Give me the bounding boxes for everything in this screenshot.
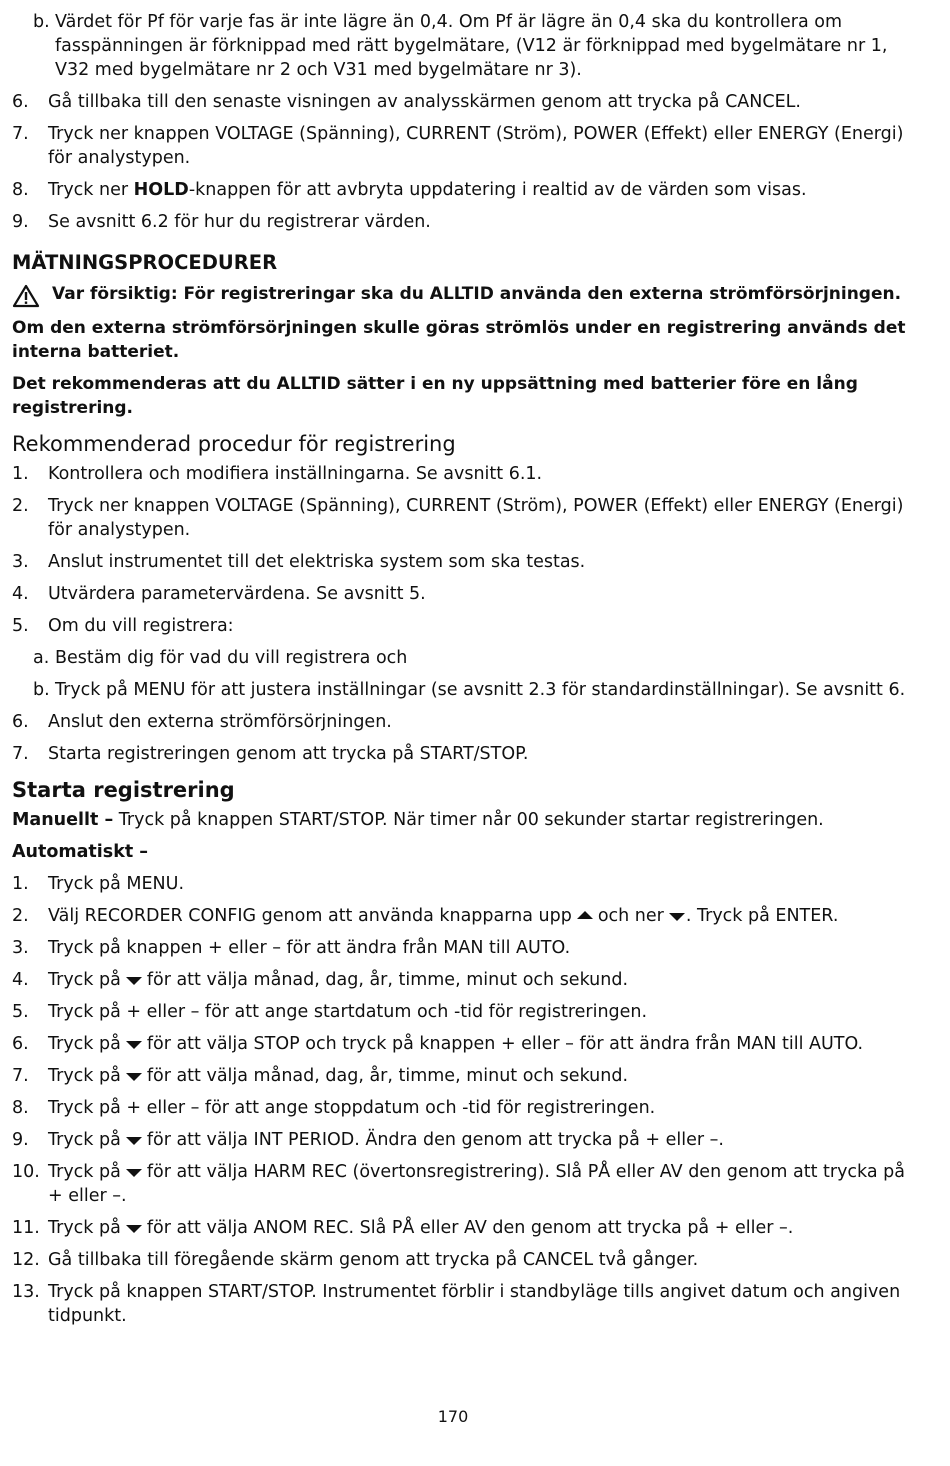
list-item (12, 90, 912, 114)
item-text: Starta registreringen genom att trycka på START/STOP. (48, 744, 529, 764)
item-text-part: för att välja månad, dag, år, timme, minut och sekund. (146, 970, 629, 990)
item-text (48, 1064, 912, 1088)
up-arrow-icon (576, 910, 594, 922)
list-item (12, 1032, 912, 1056)
list-item (12, 178, 912, 202)
manual-text: Tryck på knappen START/STOP. När timer når 00 sekunder startar registreringen. (113, 810, 824, 830)
item-number: 6. (12, 1034, 29, 1054)
item-text (48, 968, 912, 992)
list-item (12, 1096, 912, 1120)
item-text: Utvärdera parametervärdena. Se avsnitt 5. (48, 584, 426, 604)
item-text-part: och ner (597, 906, 664, 926)
item-number: b. (33, 680, 50, 700)
section-heading: MÄTNINGSPROCEDURER (12, 251, 278, 274)
item-number: 8. (12, 180, 29, 200)
sub-list-item (12, 646, 912, 670)
list-item (12, 1280, 912, 1328)
item-text: Tryck på knappen + eller – för att ändra från MAN till AUTO. (48, 938, 571, 958)
item-number: a. (33, 648, 50, 668)
list-item (12, 742, 912, 766)
item-text-part: Tryck på (48, 1034, 121, 1054)
item-text: Kontrollera och modifiera inställningarna. Se avsnitt 6.1. (48, 464, 543, 484)
item-text: Se avsnitt 6.2 för hur du registrerar värden. (48, 212, 431, 232)
item-number: 7. (12, 744, 29, 764)
item-number: 3. (12, 938, 29, 958)
item-text-part: Tryck på (48, 1218, 121, 1238)
down-arrow-icon (125, 1070, 143, 1082)
item-text: Anslut den externa strömförsörjningen. (48, 712, 392, 732)
item-text-part: -knappen för att avbryta uppdatering i realtid av de värden som visas. (188, 180, 807, 200)
item-number: 5. (12, 1002, 29, 1022)
manual-label: Manuellt – (12, 810, 114, 830)
paragraph (12, 840, 912, 864)
item-text: Värdet för Pf för varje fas är inte lägre än 0,4. Om Pf är lägre än 0,4 ska du kontrollera om fasspänningen är förknippad med rätt bygelmätare, (V12 är förknippad med bygelmätare nr 1, V32 med bygelmätare nr 2 och V31 med bygelmätare nr 3). (55, 12, 888, 80)
down-arrow-icon (125, 1038, 143, 1050)
paragraph (12, 808, 912, 832)
item-text-part: Tryck ner (48, 180, 134, 200)
item-number: 3. (12, 552, 29, 572)
item-text: Tryck ner knappen VOLTAGE (Spänning), CURRENT (Ström), POWER (Effekt) eller ENERGY (Energi) för analystypen. (48, 124, 904, 168)
item-text-part: Tryck på (48, 1066, 121, 1086)
item-text: Tryck på + eller – för att ange startdatum och -tid för registreringen. (48, 1002, 648, 1022)
item-text-part: Tryck på (48, 1162, 121, 1182)
warning-triangle-icon (12, 284, 40, 308)
item-text: Tryck på MENU. (48, 874, 185, 894)
item-text-part: . Tryck på ENTER. (685, 906, 839, 926)
list-item (12, 1000, 912, 1024)
item-text-part: Tryck på (48, 1130, 121, 1150)
list-item (12, 210, 912, 234)
list-item (12, 1128, 912, 1152)
item-text: Anslut instrumentet till det elektriska system som ska testas. (48, 552, 586, 572)
item-text (48, 904, 912, 928)
item-text-part: för att välja månad, dag, år, timme, minut och sekund. (146, 1066, 629, 1086)
list-item (12, 10, 912, 82)
list-item (12, 1064, 912, 1088)
list-item (12, 550, 912, 574)
list-item (12, 710, 912, 734)
item-number: 4. (12, 584, 29, 604)
item-number: 2. (12, 906, 29, 926)
item-number: 9. (12, 212, 29, 232)
item-text: Tryck ner knappen VOLTAGE (Spänning), CURRENT (Ström), POWER (Effekt) eller ENERGY (Energi) för analystypen. (48, 496, 904, 540)
item-number: b. (33, 12, 50, 32)
item-text: Om du vill registrera: (48, 616, 234, 636)
item-text-part: för att välja HARM REC (övertonsregistrering). Slå PÅ eller AV den genom att trycka på + eller –. (48, 1162, 905, 1206)
item-number: 12. (12, 1250, 40, 1270)
list-item (12, 1160, 912, 1208)
list-item (12, 582, 912, 606)
paragraph: Om den externa strömförsörjningen skulle göras strömlös under en registrering används det interna batteriet. (12, 318, 906, 362)
item-number: 10. (12, 1162, 40, 1182)
item-text-part: Välj RECORDER CONFIG genom att använda knapparna upp (48, 906, 572, 926)
section-heading: Rekommenderad procedur för registrering (12, 432, 456, 456)
down-arrow-icon (125, 1134, 143, 1146)
item-text: Tryck på + eller – för att ange stoppdatum och -tid för registreringen. (48, 1098, 656, 1118)
item-text: Tryck på knappen START/STOP. Instrumentet förblir i standbyläge tills angivet datum och angiven tidpunkt. (48, 1282, 901, 1326)
item-text: Gå tillbaka till föregående skärm genom att trycka på CANCEL två gånger. (48, 1250, 699, 1270)
down-arrow-icon (125, 1222, 143, 1234)
item-text-part: Tryck på (48, 970, 121, 990)
sub-list-item (12, 678, 912, 702)
manual-page (12, 10, 912, 1336)
item-text (48, 1032, 912, 1056)
list-item (12, 936, 912, 960)
item-number: 5. (12, 616, 29, 636)
item-text (48, 178, 912, 202)
list-item (12, 872, 912, 896)
item-number: 7. (12, 124, 29, 144)
item-number: 6. (12, 712, 29, 732)
list-item (12, 968, 912, 992)
item-number: 2. (12, 496, 29, 516)
item-number: 1. (12, 464, 29, 484)
warning-text: Var försiktig: För registreringar ska du ALLTID använda den externa strömförsörjningen. (52, 284, 902, 304)
item-text (48, 1128, 912, 1152)
item-number: 8. (12, 1098, 29, 1118)
list-item (12, 1248, 912, 1272)
item-text (48, 1160, 912, 1208)
item-number: 13. (12, 1282, 40, 1302)
item-text (48, 1216, 912, 1240)
hold-key-label: HOLD (133, 180, 189, 200)
item-text-part: för att välja ANOM REC. Slå PÅ eller AV den genom att trycka på + eller –. (146, 1218, 794, 1238)
list-item (12, 1216, 912, 1240)
item-text-part: för att välja INT PERIOD. Ändra den genom att trycka på + eller –. (146, 1130, 724, 1150)
item-text-part: för att välja STOP och tryck på knappen + eller – för att ändra från MAN till AUTO. (146, 1034, 864, 1054)
item-text: Tryck på MENU för att justera inställningar (se avsnitt 2.3 för standardinställningar). Se avsnitt 6. (55, 680, 906, 700)
paragraph: Det rekommenderas att du ALLTID sätter i en ny uppsättning med batterier före en lång registrering. (12, 374, 858, 418)
item-number: 7. (12, 1066, 29, 1086)
item-number: 4. (12, 970, 29, 990)
section-heading: Starta registrering (12, 778, 235, 802)
down-arrow-icon (125, 1166, 143, 1178)
item-text: Bestäm dig för vad du vill registrera och (55, 648, 408, 668)
list-item (12, 462, 912, 486)
page-number: 170 (437, 1407, 469, 1426)
item-text: Gå tillbaka till den senaste visningen av analysskärmen genom att trycka på CANCEL. (48, 92, 801, 112)
list-item (12, 494, 912, 542)
item-number: 9. (12, 1130, 29, 1150)
warning-paragraph (12, 282, 912, 308)
down-arrow-icon (125, 974, 143, 986)
list-item (12, 904, 912, 928)
item-number: 6. (12, 92, 29, 112)
list-item (12, 122, 912, 170)
auto-label: Automatiskt – (12, 842, 149, 862)
down-arrow-icon (668, 910, 686, 922)
item-number: 11. (12, 1218, 40, 1238)
item-number: 1. (12, 874, 29, 894)
list-item (12, 614, 912, 638)
